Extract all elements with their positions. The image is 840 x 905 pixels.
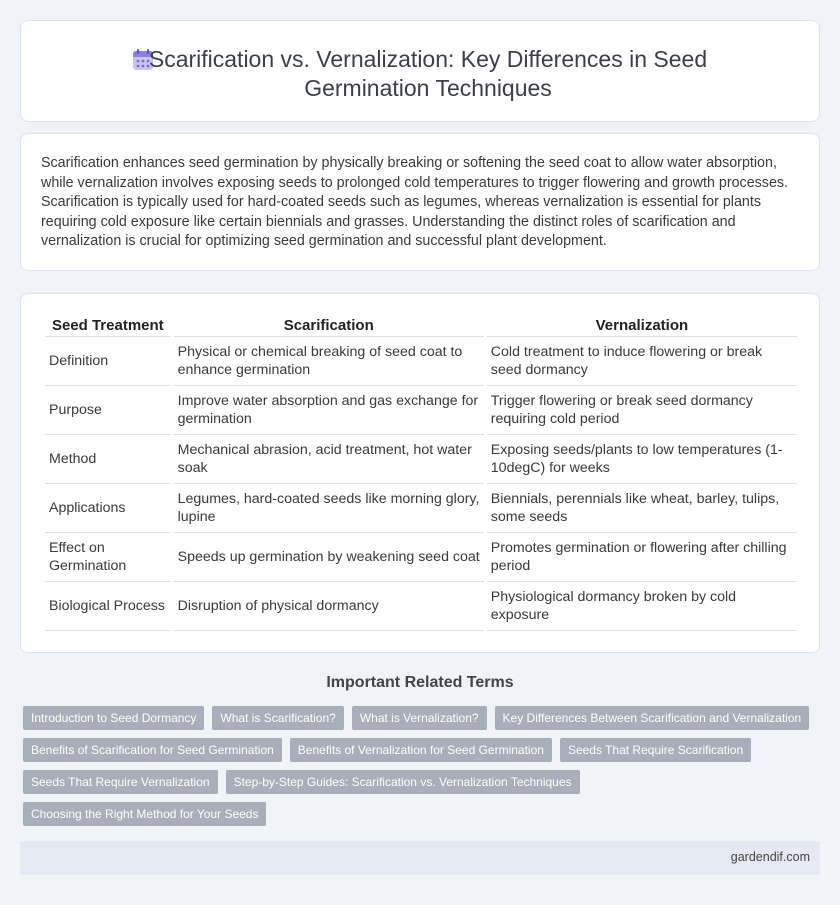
table-row (45, 582, 797, 631)
related-terms-list (23, 706, 813, 826)
related-term-tag[interactable]: What is Vernalization? (352, 706, 487, 730)
related-term-tag[interactable]: Seeds That Require Scarification (560, 738, 751, 762)
scarification-cell: Legumes, hard-coated seeds like morning glory, lupine (174, 484, 484, 533)
vernalization-cell: Biennials, perennials like wheat, barley, tulips, some seeds (487, 484, 797, 533)
table-row (45, 337, 797, 386)
related-terms-title: Important Related Terms (326, 674, 514, 691)
related-term-tag[interactable]: Key Differences Between Scarification and Vernalization (495, 706, 810, 730)
comparison-table-card (20, 293, 820, 653)
related-term-tag[interactable]: What is Scarification? (212, 706, 343, 730)
row-label: Method (45, 435, 171, 484)
related-term-tag[interactable]: Benefits of Vernalization for Seed Germination (290, 738, 552, 762)
vernalization-cell: Physiological dormancy broken by cold exposure (487, 582, 797, 631)
title-card (20, 20, 820, 122)
row-label: Applications (45, 484, 171, 533)
header-scarification: Scarification (174, 315, 484, 337)
site-link[interactable]: gardendif.com (730, 850, 810, 864)
vernalization-cell: Cold treatment to induce flowering or break seed dormancy (487, 337, 797, 386)
row-label: Biological Process (45, 582, 171, 631)
scarification-cell: Disruption of physical dormancy (174, 582, 484, 631)
related-term-tag[interactable]: Benefits of Scarification for Seed Germination (23, 738, 282, 762)
related-term-tag[interactable]: Step-by-Step Guides: Scarification vs. Vernalization Techniques (226, 770, 580, 794)
related-term-tag[interactable]: Choosing the Right Method for Your Seeds (23, 802, 266, 826)
vernalization-cell: Trigger flowering or break seed dormancy requiring cold period (487, 386, 797, 435)
header-vernalization: Vernalization (487, 315, 797, 337)
table-row (45, 484, 797, 533)
intro-card (20, 133, 820, 271)
table-row (45, 435, 797, 484)
scarification-cell: Physical or chemical breaking of seed coat to enhance germination (174, 337, 484, 386)
footer (20, 841, 820, 875)
table-header-row (45, 315, 797, 337)
scarification-cell: Mechanical abrasion, acid treatment, hot water soak (174, 435, 484, 484)
header-seed-treatment: Seed Treatment (45, 315, 171, 337)
table-row (45, 533, 797, 582)
page-title: Scarification vs. Vernalization: Key Differences in Seed Germination Techniques (148, 46, 708, 101)
related-term-tag[interactable]: Seeds That Require Vernalization (23, 770, 218, 794)
intro-paragraph: Scarification enhances seed germination by physically breaking or softening the seed coat to allow water absorption, while vernalization involves exposing seeds to prolonged cold temperatures to trigger flowering and growth processes. Scarification is typically used for hard-coated seeds such as legumes, whereas vernalization is essential for plants requiring cold exposure like certain biennials and grasses. Understanding the distinct roles of scarification and vernalization is crucial for optimizing seed germination and successful plant development. (41, 155, 789, 250)
row-label: Effect on Germination (45, 533, 171, 582)
scarification-cell: Improve water absorption and gas exchange for germination (174, 386, 484, 435)
vernalization-cell: Exposing seeds/plants to low temperatures (1-10degC) for weeks (487, 435, 797, 484)
table-row (45, 386, 797, 435)
scarification-cell: Speeds up germination by weakening seed coat (174, 533, 484, 582)
row-label: Purpose (45, 386, 171, 435)
vernalization-cell: Promotes germination or flowering after chilling period (487, 533, 797, 582)
row-label: Definition (45, 337, 171, 386)
comparison-table (42, 315, 800, 631)
related-term-tag[interactable]: Introduction to Seed Dormancy (23, 706, 204, 730)
